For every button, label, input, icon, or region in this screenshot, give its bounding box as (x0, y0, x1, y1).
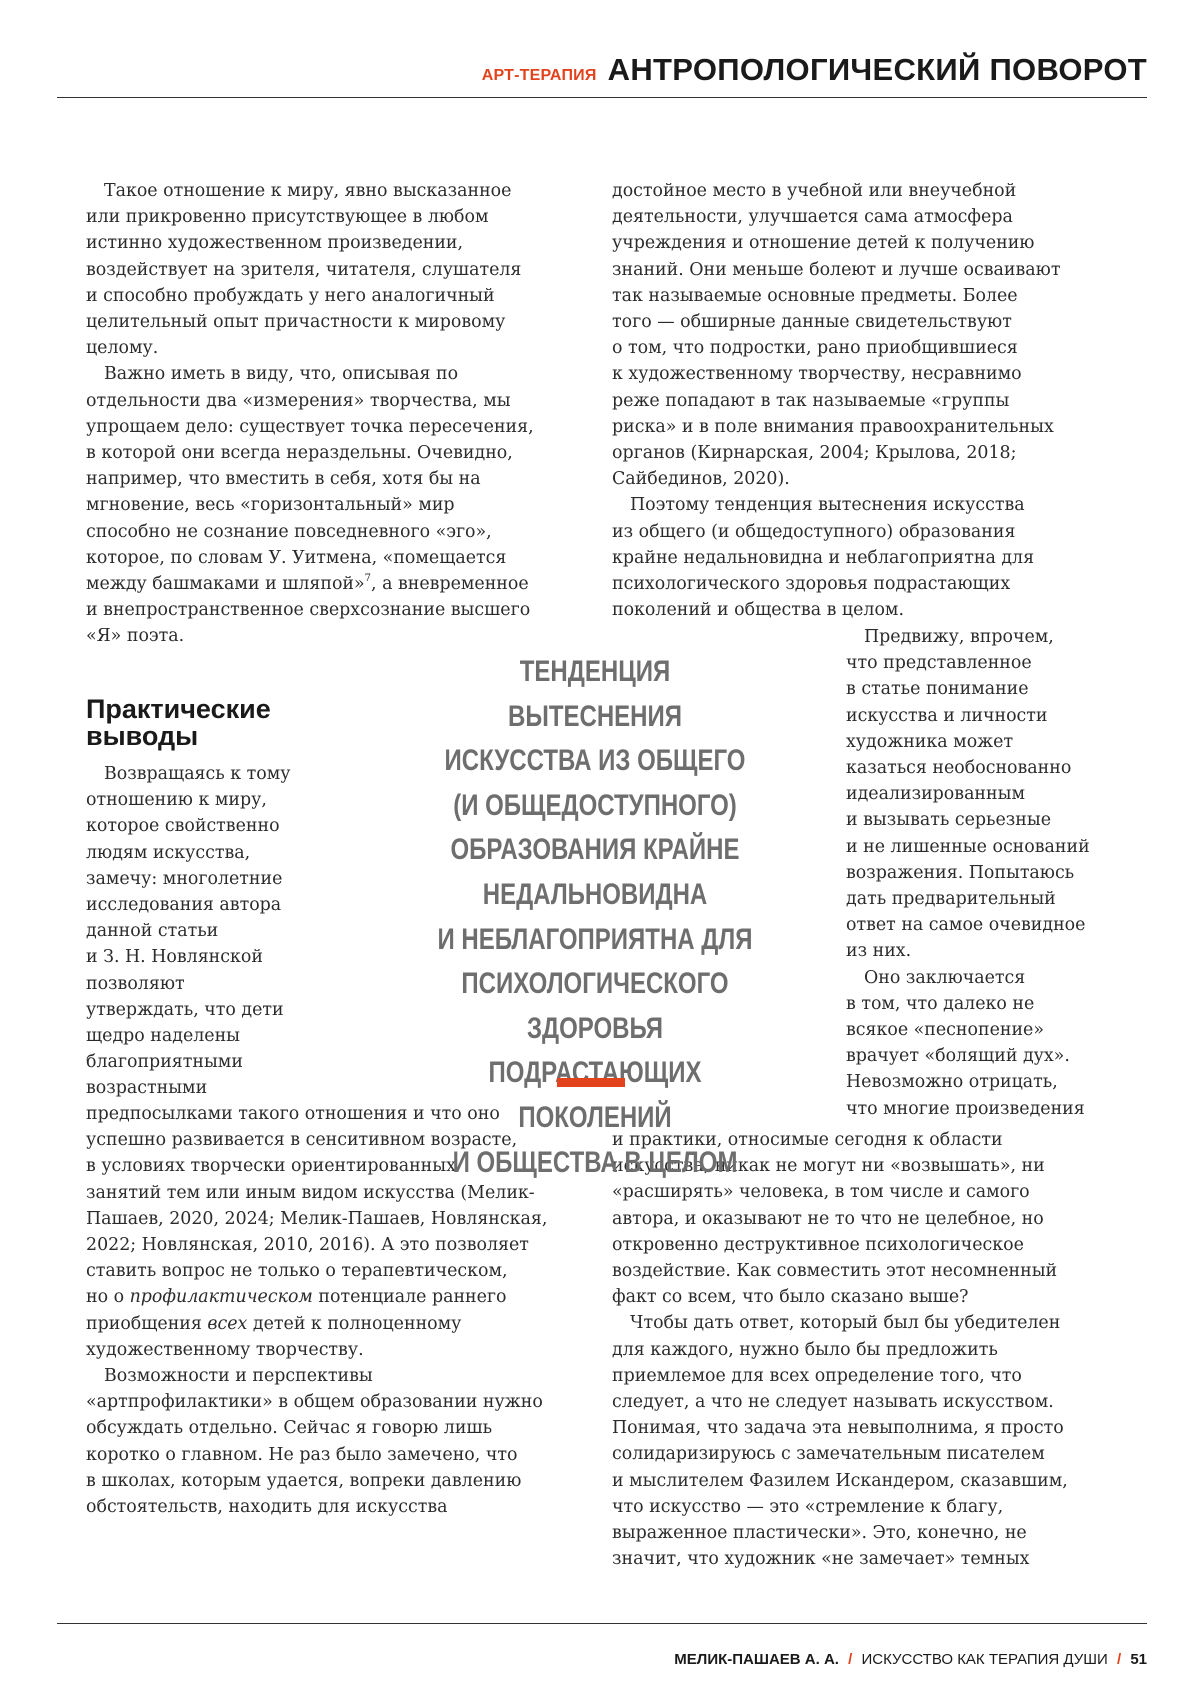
text-line: художника может (846, 729, 1136, 755)
text-line: «расширять» человека, в том числе и самого (612, 1179, 1137, 1205)
text-fragment: потенциале раннего (313, 1287, 507, 1307)
text-line: истинно художественном произведении, (86, 230, 586, 256)
text-line: которое, по словам У. Уитмена, «помещается (86, 545, 586, 571)
text-fragment: детей к полноценному (247, 1314, 461, 1334)
text-line: выраженное пластически». Это, конечно, не (612, 1520, 1137, 1546)
text-line: автора, и оказывают не то что не целебное, но (612, 1206, 1137, 1232)
text-line: упрощаем дело: существует точка пересечения, (86, 414, 586, 440)
footer-slash: / (1112, 1651, 1126, 1668)
text-line: исследования автора (86, 892, 326, 918)
text-line: врачует «болящий дух». (846, 1043, 1136, 1069)
italic-emphasis: всех (207, 1314, 247, 1334)
subheading-line: Практические (86, 696, 271, 723)
pull-quote-line: (И ОБЩЕДОСТУПНОГО) (435, 784, 755, 829)
text-line: утверждать, что дети (86, 997, 326, 1023)
text-line: отношению к миру, (86, 787, 326, 813)
text-line: и вызывать серьезные (846, 807, 1136, 833)
text-line: успешно развивается в сенситивном возрасте, (86, 1127, 596, 1153)
text-line: и внепространственное сверхсознание высшего (86, 597, 586, 623)
pull-quote-line: И НЕБЛАГОПРИЯТНА ДЛЯ (435, 918, 755, 963)
text-line: для каждого, нужно было бы предложить (612, 1337, 1137, 1363)
text-line: в том, что далеко не (846, 991, 1136, 1017)
text-line: о том, что подростки, рано приобщившиеся (612, 335, 1132, 361)
header-divider (57, 97, 1147, 98)
text-line: идеализированным (846, 781, 1136, 807)
text-line: Важно иметь в виду, что, описывая по (86, 361, 586, 387)
text-line: Невозможно отрицать, (846, 1069, 1136, 1095)
text-line: Оно заключается (846, 965, 1136, 991)
subheading-line: выводы (86, 723, 271, 750)
section-subheading (86, 696, 271, 750)
pull-quote (435, 650, 755, 1185)
text-line: способно не сознание повседневного «эго», (86, 519, 586, 545)
text-line: например, что вместить в себя, хотя бы на (86, 466, 586, 492)
text-line: учреждения и отношение детей к получению (612, 230, 1132, 256)
text-line: психологического здоровья подрастающих (612, 571, 1132, 597)
text-line: целому. (86, 335, 586, 361)
text-line: знаний. Они меньше болеют и лучше осваивают (612, 257, 1132, 283)
text-line: ставить вопрос не только о терапевтическом, (86, 1258, 596, 1284)
text-line: к художественному творчеству, несравнимо (612, 361, 1132, 387)
text-line: обсуждать отдельно. Сейчас я говорю лишь (86, 1415, 596, 1441)
text-line: казаться необоснованно (846, 755, 1136, 781)
text-line: Сайбединов, 2020). (612, 466, 1132, 492)
text-line: искусства, никак не могут ни «возвышать», ни (612, 1153, 1137, 1179)
italic-emphasis: профилактическом (130, 1287, 313, 1307)
body-column-right-narrow (846, 624, 1136, 1122)
text-line: что многие произведения (846, 1096, 1136, 1122)
text-line: «артпрофилактики» в общем образовании нужно (86, 1389, 596, 1415)
text-line: целительный опыт причастности к мировому (86, 309, 586, 335)
section-label: АРТ-ТЕРАПИЯ (482, 67, 597, 84)
text-fragment: приобщения (86, 1314, 207, 1334)
text-line: и не лишенные оснований (846, 834, 1136, 860)
text-line: в которой они всегда нераздельны. Очевидно, (86, 440, 586, 466)
text-line: ответ на самое очевидное (846, 912, 1136, 938)
text-line: занятий тем или иным видом искусства (Мелик- (86, 1180, 596, 1206)
text-line: всякое «песнопение» (846, 1017, 1136, 1043)
text-line: Возможности и перспективы (86, 1363, 596, 1389)
pull-quote-line: НЕДАЛЬНОВИДНА (435, 873, 755, 918)
text-line: Понимая, что задача эта невыполнима, я просто (612, 1415, 1137, 1441)
text-line: Предвижу, впрочем, (846, 624, 1136, 650)
text-fragment: , а вневременное (371, 574, 529, 594)
text-line: Поэтому тенденция вытеснения искусства (612, 492, 1132, 518)
text-line: риска» и в поле внимания правоохранительных (612, 414, 1132, 440)
footnote-marker: 7 (365, 573, 371, 584)
body-column-left-top (86, 178, 586, 650)
text-line: мгновение, весь «горизонтальный» мир (86, 492, 586, 518)
text-line: и практики, относимые сегодня к области (612, 1127, 1137, 1153)
text-line: отдельности два «измерения» творчества, мы (86, 388, 586, 414)
pull-quote-line: ПОДРАСТАЮЩИХ ПОКОЛЕНИЙ (435, 1051, 755, 1140)
text-line: солидаризируюсь с замечательным писателем (612, 1441, 1137, 1467)
running-footer (674, 1651, 1147, 1668)
text-line (86, 1311, 596, 1337)
text-line: Возвращаясь к тому (86, 761, 326, 787)
text-line (86, 571, 586, 597)
text-line: деятельности, улучшается сама атмосфера (612, 204, 1132, 230)
footer-divider (57, 1623, 1147, 1624)
text-line: коротко о главном. Не раз было замечено, что (86, 1442, 596, 1468)
text-line: воздействие. Как совместить этот несомненный (612, 1258, 1137, 1284)
body-column-right-bottom (612, 1127, 1137, 1572)
text-line: из них. (846, 938, 1136, 964)
text-line: Такое отношение к миру, явно высказанное (86, 178, 586, 204)
text-line: благоприятными (86, 1049, 326, 1075)
footer-slash: / (843, 1651, 857, 1668)
text-line: Пашаев, 2020, 2024; Мелик-Пашаев, Новлянская, (86, 1206, 596, 1232)
text-line: обстоятельств, находить для искусства (86, 1494, 596, 1520)
text-line: что представленное (846, 650, 1136, 676)
text-line: и З. Н. Новлянской (86, 944, 326, 970)
text-line: приемлемое для всех определение того, что (612, 1363, 1137, 1389)
text-line: в условиях творчески ориентированных (86, 1153, 596, 1179)
text-line: откровенно деструктивное психологическое (612, 1232, 1137, 1258)
text-line: поколений и общества в целом. (612, 597, 1132, 623)
text-line: художественному творчеству. (86, 1337, 596, 1363)
text-line: предпосылками такого отношения и что оно (86, 1101, 596, 1127)
text-line: 2022; Новлянская, 2010, 2016). А это позволяет (86, 1232, 596, 1258)
text-line: из общего (и общедоступного) образования (612, 519, 1132, 545)
pull-quote-line: ТЕНДЕНЦИЯ ВЫТЕСНЕНИЯ (435, 650, 755, 739)
text-line: людям искусства, (86, 840, 326, 866)
page-number: 51 (1130, 1651, 1147, 1668)
text-line: следует, а что не следует называть искусством. (612, 1389, 1137, 1415)
text-line: Чтобы дать ответ, который был бы убедителен (612, 1310, 1137, 1336)
text-line: или прикровенно присутствующее в любом (86, 204, 586, 230)
body-column-left-narrow (86, 761, 326, 1102)
pull-quote-line: ПСИХОЛОГИЧЕСКОГО ЗДОРОВЬЯ (435, 962, 755, 1051)
pull-quote-line: ИСКУССТВА ИЗ ОБЩЕГО (435, 739, 755, 784)
footer-author: МЕЛИК-ПАШАЕВ А. А. (674, 1651, 839, 1668)
text-line: органов (Кирнарская, 2004; Крылова, 2018; (612, 440, 1132, 466)
text-line: возрастными (86, 1075, 326, 1101)
text-line: факт со всем, что было сказано выше? (612, 1284, 1137, 1310)
page-title: АНТРОПОЛОГИЧЕСКИЙ ПОВОРОТ (608, 52, 1147, 87)
pull-quote-line: ОБРАЗОВАНИЯ КРАЙНЕ (435, 828, 755, 873)
text-line: «Я» поэта. (86, 623, 586, 649)
running-header (482, 52, 1147, 88)
text-line: и способно пробуждать у него аналогичный (86, 283, 586, 309)
text-line: возражения. Попытаюсь (846, 860, 1136, 886)
pull-quote-accent-bar (557, 1078, 625, 1087)
text-fragment: но о (86, 1287, 130, 1307)
text-line: которое свойственно (86, 813, 326, 839)
text-line: позволяют (86, 971, 326, 997)
text-line: достойное место в учебной или внеучебной (612, 178, 1132, 204)
text-line: дать предварительный (846, 886, 1136, 912)
text-line: так называемые основные предметы. Более (612, 283, 1132, 309)
text-line: щедро наделены (86, 1023, 326, 1049)
text-line: воздействует на зрителя, читателя, слушателя (86, 257, 586, 283)
text-line: того — обширные данные свидетельствуют (612, 309, 1132, 335)
text-line: искусства и личности (846, 703, 1136, 729)
text-line: что искусство — это «стремление к благу, (612, 1494, 1137, 1520)
text-line: в статье понимание (846, 676, 1136, 702)
text-line: в школах, которым удается, вопреки давлению (86, 1468, 596, 1494)
text-line: значит, что художник «не замечает» темных (612, 1546, 1137, 1572)
footer-article-title: ИСКУССТВО КАК ТЕРАПИЯ ДУШИ (861, 1651, 1107, 1668)
text-line (86, 1284, 596, 1310)
text-line: и мыслителем Фазилем Искандером, сказавшим, (612, 1468, 1137, 1494)
text-line: замечу: многолетние (86, 866, 326, 892)
pull-quote-line: И ОБЩЕСТВА В ЦЕЛОМ (435, 1141, 755, 1186)
text-line: данной статьи (86, 918, 326, 944)
text-fragment: между башмаками и шляпой» (86, 574, 365, 594)
text-line: крайне недальновидна и неблагоприятна для (612, 545, 1132, 571)
text-line: реже попадают в так называемые «группы (612, 388, 1132, 414)
body-column-right-top (612, 178, 1132, 623)
